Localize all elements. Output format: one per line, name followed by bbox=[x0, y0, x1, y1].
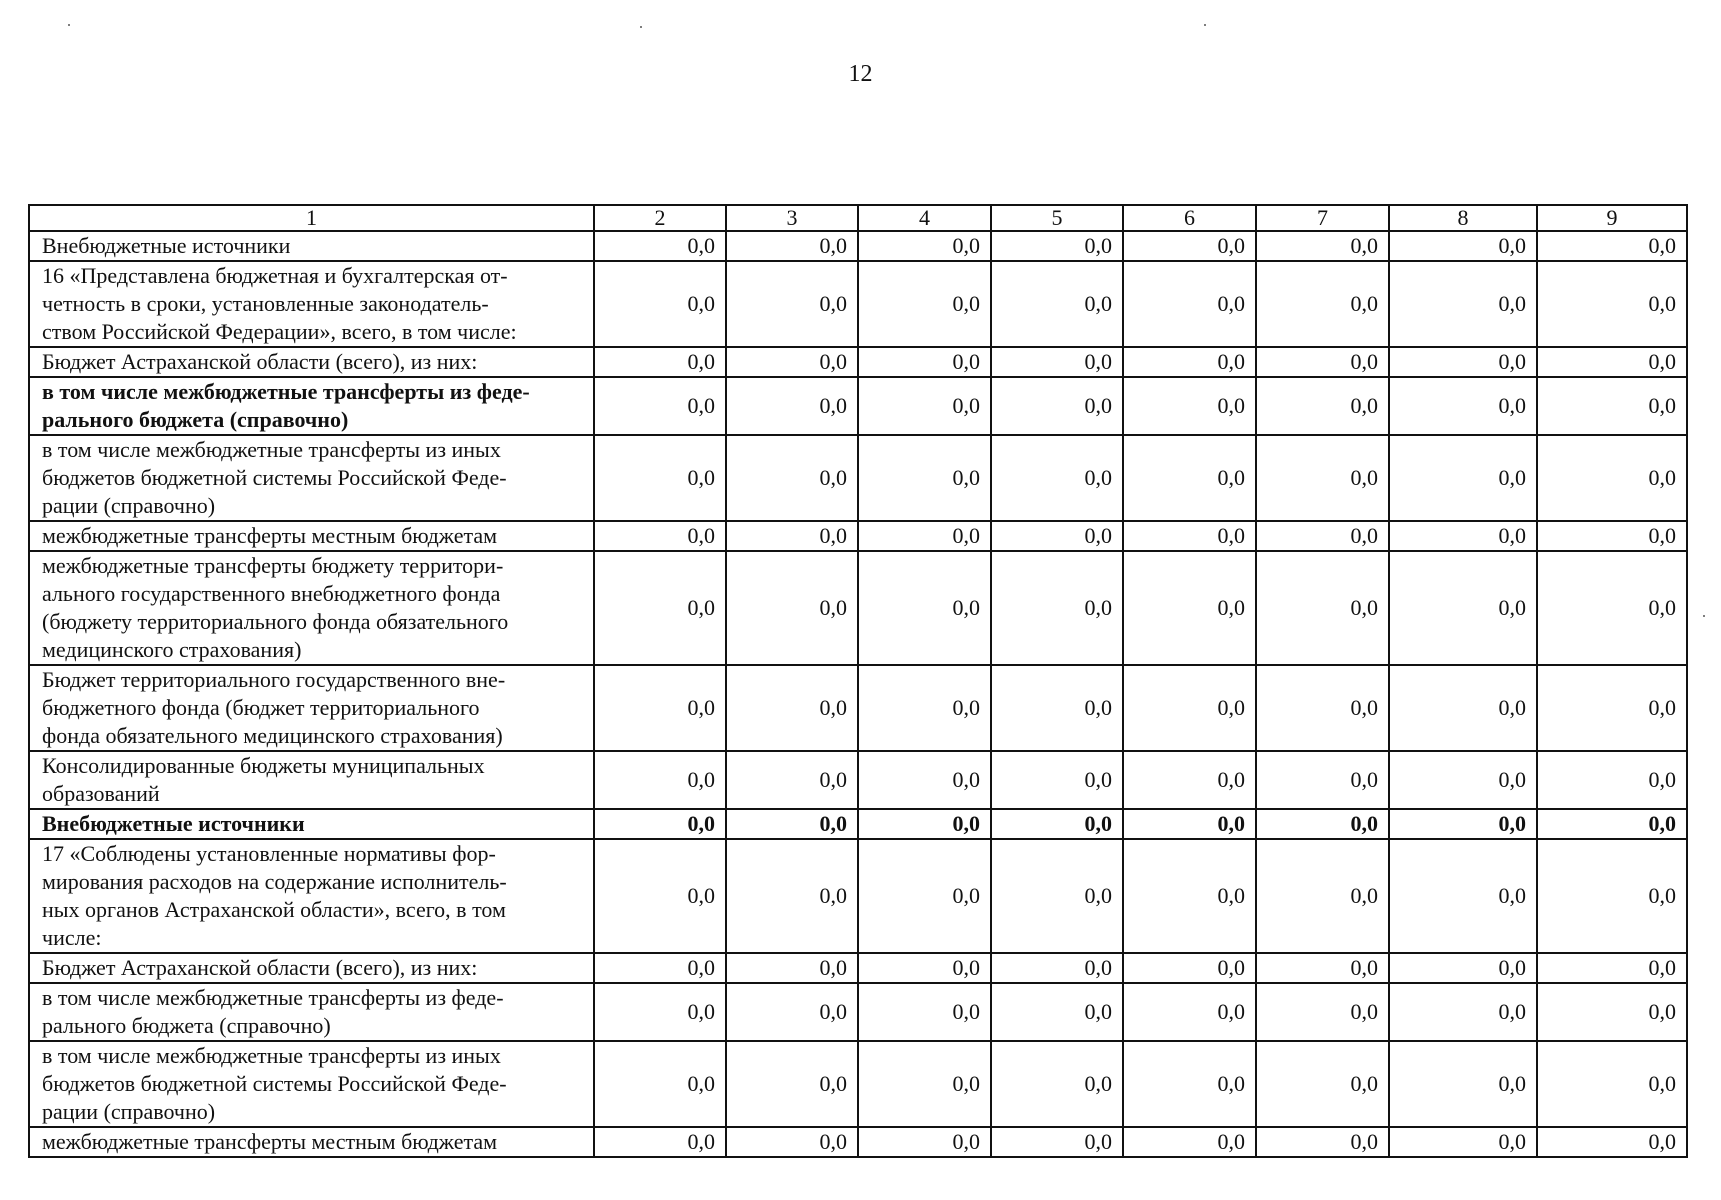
row-label: Внебюджетные источники bbox=[29, 231, 594, 261]
column-header: 2 bbox=[594, 205, 726, 231]
cell-value: 0,0 bbox=[1389, 751, 1537, 809]
cell-value: 0,0 bbox=[991, 231, 1123, 261]
row-label: Бюджет Астраханской области (всего), из них: bbox=[29, 953, 594, 983]
cell-value: 0,0 bbox=[1256, 435, 1389, 521]
table-row bbox=[29, 231, 1687, 261]
cell-value: 0,0 bbox=[858, 809, 991, 839]
page-number: 12 bbox=[848, 61, 873, 87]
cell-value: 0,0 bbox=[594, 983, 726, 1041]
cell-value: 0,0 bbox=[1256, 809, 1389, 839]
row-label: Бюджет Астраханской области (всего), из них: bbox=[29, 347, 594, 377]
table-body bbox=[29, 231, 1687, 1157]
cell-value: 0,0 bbox=[991, 435, 1123, 521]
row-label: Бюджет территориального государственного вне- бюджетного фонда (бюджет территориального фонда обязательного медицинского страхования) bbox=[29, 665, 594, 751]
cell-value: 0,0 bbox=[594, 751, 726, 809]
cell-value: 0,0 bbox=[726, 231, 858, 261]
cell-value: 0,0 bbox=[726, 521, 858, 551]
cell-value: 0,0 bbox=[1123, 551, 1256, 665]
cell-value: 0,0 bbox=[594, 1041, 726, 1127]
cell-value: 0,0 bbox=[726, 953, 858, 983]
cell-value: 0,0 bbox=[726, 839, 858, 953]
table-row bbox=[29, 347, 1687, 377]
table-row bbox=[29, 1041, 1687, 1127]
cell-value: 0,0 bbox=[991, 1041, 1123, 1127]
cell-value: 0,0 bbox=[726, 809, 858, 839]
table-row bbox=[29, 953, 1687, 983]
cell-value: 0,0 bbox=[726, 347, 858, 377]
cell-value: 0,0 bbox=[1537, 983, 1687, 1041]
cell-value: 0,0 bbox=[1389, 1041, 1537, 1127]
cell-value: 0,0 bbox=[991, 751, 1123, 809]
cell-value: 0,0 bbox=[1123, 665, 1256, 751]
scan-speck bbox=[68, 24, 70, 26]
cell-value: 0,0 bbox=[594, 953, 726, 983]
cell-value: 0,0 bbox=[858, 377, 991, 435]
cell-value: 0,0 bbox=[1256, 347, 1389, 377]
cell-value: 0,0 bbox=[1389, 983, 1537, 1041]
cell-value: 0,0 bbox=[858, 261, 991, 347]
scan-speck bbox=[1703, 615, 1705, 617]
cell-value: 0,0 bbox=[1123, 983, 1256, 1041]
cell-value: 0,0 bbox=[726, 1127, 858, 1157]
column-header: 7 bbox=[1256, 205, 1389, 231]
row-label: в том числе межбюджетные трансферты из феде- рального бюджета (справочно) bbox=[29, 983, 594, 1041]
cell-value: 0,0 bbox=[1123, 839, 1256, 953]
cell-value: 0,0 bbox=[1537, 377, 1687, 435]
column-header: 4 bbox=[858, 205, 991, 231]
table-row bbox=[29, 521, 1687, 551]
cell-value: 0,0 bbox=[1537, 809, 1687, 839]
cell-value: 0,0 bbox=[726, 261, 858, 347]
cell-value: 0,0 bbox=[726, 983, 858, 1041]
scan-speck bbox=[640, 26, 642, 28]
cell-value: 0,0 bbox=[991, 347, 1123, 377]
cell-value: 0,0 bbox=[726, 377, 858, 435]
cell-value: 0,0 bbox=[991, 809, 1123, 839]
cell-value: 0,0 bbox=[1123, 1127, 1256, 1157]
cell-value: 0,0 bbox=[1123, 377, 1256, 435]
cell-value: 0,0 bbox=[858, 231, 991, 261]
cell-value: 0,0 bbox=[1389, 521, 1537, 551]
table-row bbox=[29, 839, 1687, 953]
table-row bbox=[29, 809, 1687, 839]
row-label: Внебюджетные источники bbox=[29, 809, 594, 839]
scan-speck bbox=[1204, 24, 1206, 26]
cell-value: 0,0 bbox=[1537, 953, 1687, 983]
cell-value: 0,0 bbox=[594, 809, 726, 839]
column-header: 3 bbox=[726, 205, 858, 231]
budget-table bbox=[28, 204, 1688, 1158]
cell-value: 0,0 bbox=[858, 1127, 991, 1157]
cell-value: 0,0 bbox=[1123, 231, 1256, 261]
cell-value: 0,0 bbox=[1389, 377, 1537, 435]
cell-value: 0,0 bbox=[1537, 665, 1687, 751]
cell-value: 0,0 bbox=[858, 521, 991, 551]
cell-value: 0,0 bbox=[726, 1041, 858, 1127]
cell-value: 0,0 bbox=[991, 551, 1123, 665]
cell-value: 0,0 bbox=[594, 521, 726, 551]
row-label: 16 «Представлена бюджетная и бухгалтерская от- четность в сроки, установленные законодатель- ством Российской Федерации», всего, в том числе: bbox=[29, 261, 594, 347]
cell-value: 0,0 bbox=[1123, 809, 1256, 839]
row-label: 17 «Соблюдены установленные нормативы фор- мирования расходов на содержание исполнитель- ных органов Астраханской области», всего, в том числе: bbox=[29, 839, 594, 953]
table-row bbox=[29, 377, 1687, 435]
cell-value: 0,0 bbox=[1537, 751, 1687, 809]
cell-value: 0,0 bbox=[594, 347, 726, 377]
table-row bbox=[29, 435, 1687, 521]
cell-value: 0,0 bbox=[594, 1127, 726, 1157]
cell-value: 0,0 bbox=[1537, 435, 1687, 521]
cell-value: 0,0 bbox=[594, 261, 726, 347]
cell-value: 0,0 bbox=[991, 953, 1123, 983]
cell-value: 0,0 bbox=[1537, 839, 1687, 953]
column-header: 1 bbox=[29, 205, 594, 231]
cell-value: 0,0 bbox=[1537, 521, 1687, 551]
cell-value: 0,0 bbox=[1389, 231, 1537, 261]
cell-value: 0,0 bbox=[1537, 231, 1687, 261]
row-label: межбюджетные трансферты местным бюджетам bbox=[29, 521, 594, 551]
row-label: в том числе межбюджетные трансферты из иных бюджетов бюджетной системы Российской Феде- рации (справочно) bbox=[29, 435, 594, 521]
column-header: 5 bbox=[991, 205, 1123, 231]
cell-value: 0,0 bbox=[1389, 261, 1537, 347]
cell-value: 0,0 bbox=[1256, 983, 1389, 1041]
cell-value: 0,0 bbox=[1123, 953, 1256, 983]
row-label: межбюджетные трансферты бюджету территори- ального государственного внебюджетного фонда (бюджету территориального фонда обязательного медицинского страхования) bbox=[29, 551, 594, 665]
table-row bbox=[29, 551, 1687, 665]
cell-value: 0,0 bbox=[858, 839, 991, 953]
cell-value: 0,0 bbox=[858, 751, 991, 809]
cell-value: 0,0 bbox=[1389, 809, 1537, 839]
cell-value: 0,0 bbox=[1389, 665, 1537, 751]
cell-value: 0,0 bbox=[858, 983, 991, 1041]
column-header: 6 bbox=[1123, 205, 1256, 231]
cell-value: 0,0 bbox=[1123, 261, 1256, 347]
cell-value: 0,0 bbox=[991, 839, 1123, 953]
cell-value: 0,0 bbox=[1256, 751, 1389, 809]
cell-value: 0,0 bbox=[1389, 347, 1537, 377]
cell-value: 0,0 bbox=[1389, 435, 1537, 521]
cell-value: 0,0 bbox=[1256, 665, 1389, 751]
cell-value: 0,0 bbox=[1256, 551, 1389, 665]
cell-value: 0,0 bbox=[1123, 521, 1256, 551]
cell-value: 0,0 bbox=[726, 665, 858, 751]
cell-value: 0,0 bbox=[1389, 839, 1537, 953]
cell-value: 0,0 bbox=[594, 839, 726, 953]
cell-value: 0,0 bbox=[991, 261, 1123, 347]
table-row bbox=[29, 751, 1687, 809]
cell-value: 0,0 bbox=[1123, 1041, 1256, 1127]
column-header: 9 bbox=[1537, 205, 1687, 231]
cell-value: 0,0 bbox=[858, 551, 991, 665]
cell-value: 0,0 bbox=[726, 551, 858, 665]
cell-value: 0,0 bbox=[1256, 1041, 1389, 1127]
cell-value: 0,0 bbox=[1537, 1127, 1687, 1157]
cell-value: 0,0 bbox=[594, 665, 726, 751]
cell-value: 0,0 bbox=[1537, 347, 1687, 377]
cell-value: 0,0 bbox=[1256, 261, 1389, 347]
cell-value: 0,0 bbox=[1123, 751, 1256, 809]
cell-value: 0,0 bbox=[726, 435, 858, 521]
cell-value: 0,0 bbox=[726, 751, 858, 809]
cell-value: 0,0 bbox=[1389, 953, 1537, 983]
cell-value: 0,0 bbox=[1256, 953, 1389, 983]
table-header-row bbox=[29, 205, 1687, 231]
cell-value: 0,0 bbox=[991, 521, 1123, 551]
cell-value: 0,0 bbox=[1256, 839, 1389, 953]
cell-value: 0,0 bbox=[991, 1127, 1123, 1157]
table-row bbox=[29, 261, 1687, 347]
cell-value: 0,0 bbox=[991, 377, 1123, 435]
cell-value: 0,0 bbox=[594, 435, 726, 521]
cell-value: 0,0 bbox=[1537, 1041, 1687, 1127]
table-row bbox=[29, 665, 1687, 751]
cell-value: 0,0 bbox=[1123, 435, 1256, 521]
row-label: межбюджетные трансферты местным бюджетам bbox=[29, 1127, 594, 1157]
cell-value: 0,0 bbox=[1389, 1127, 1537, 1157]
cell-value: 0,0 bbox=[1256, 377, 1389, 435]
cell-value: 0,0 bbox=[991, 983, 1123, 1041]
cell-value: 0,0 bbox=[594, 377, 726, 435]
cell-value: 0,0 bbox=[1123, 347, 1256, 377]
cell-value: 0,0 bbox=[858, 953, 991, 983]
cell-value: 0,0 bbox=[594, 551, 726, 665]
table-row bbox=[29, 983, 1687, 1041]
column-header: 8 bbox=[1389, 205, 1537, 231]
cell-value: 0,0 bbox=[1537, 551, 1687, 665]
row-label: в том числе межбюджетные трансферты из феде- рального бюджета (справочно) bbox=[29, 377, 594, 435]
row-label: в том числе межбюджетные трансферты из иных бюджетов бюджетной системы Российской Феде- рации (справочно) bbox=[29, 1041, 594, 1127]
cell-value: 0,0 bbox=[858, 1041, 991, 1127]
cell-value: 0,0 bbox=[1537, 261, 1687, 347]
cell-value: 0,0 bbox=[1256, 1127, 1389, 1157]
cell-value: 0,0 bbox=[858, 435, 991, 521]
cell-value: 0,0 bbox=[1256, 521, 1389, 551]
cell-value: 0,0 bbox=[858, 665, 991, 751]
cell-value: 0,0 bbox=[594, 231, 726, 261]
cell-value: 0,0 bbox=[1256, 231, 1389, 261]
cell-value: 0,0 bbox=[991, 665, 1123, 751]
cell-value: 0,0 bbox=[858, 347, 991, 377]
table-row bbox=[29, 1127, 1687, 1157]
cell-value: 0,0 bbox=[1389, 551, 1537, 665]
row-label: Консолидированные бюджеты муниципальных образований bbox=[29, 751, 594, 809]
